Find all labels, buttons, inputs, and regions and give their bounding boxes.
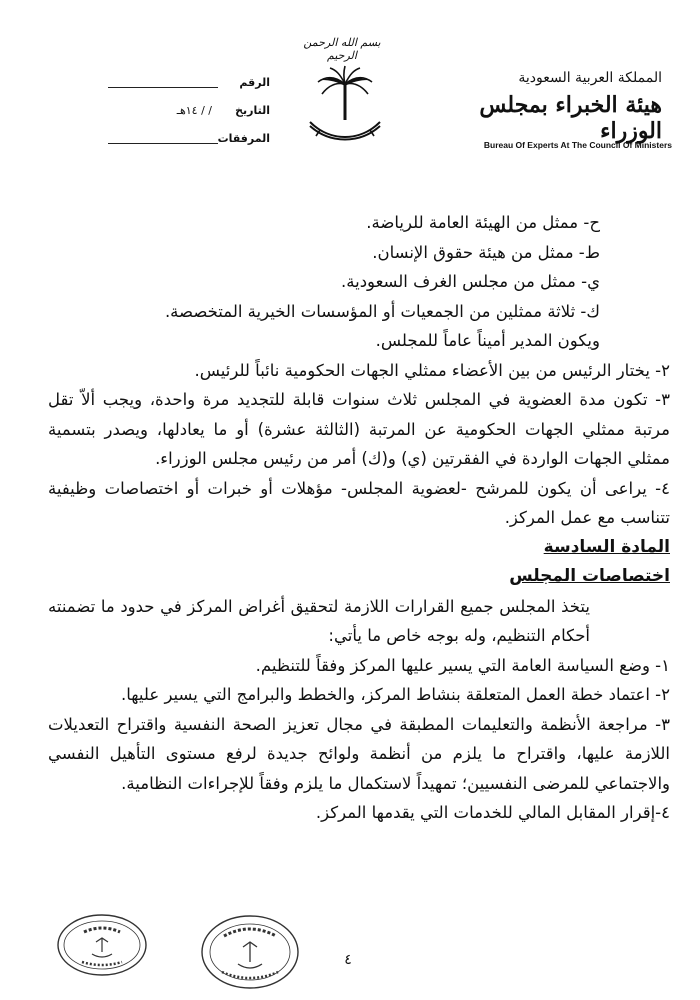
article-title: المادة السادسة bbox=[543, 536, 670, 557]
ref-date-value: / / ١٤هـ bbox=[176, 104, 212, 117]
org-name-ar: المملكة العربية السعودية bbox=[518, 70, 662, 86]
page-number: ٤ bbox=[344, 952, 352, 968]
ref-number-line bbox=[108, 78, 218, 88]
duty-item: ٣- مراجعة الأنظمة والتعليمات المطبقة في مجال تعزيز الصحة النفسية واقتراح التعديلات اللازمة عليها، واقتراح ما يلزم من أنظمة ولوائح جديدة لرفع مستوى التأهيل النفسي والاجتماعي للمرضى النفسيين؛ تمهيداً لاستكمال ما يلزم وفقاً للإجراءات النظامية. bbox=[48, 714, 670, 793]
ref-attachments-field bbox=[100, 132, 270, 145]
list-item: ك- ثلاثة ممثلين من الجمعيات أو المؤسسات الخيرية المتخصصة. bbox=[164, 301, 600, 321]
duty-item: ١- وضع السياسة العامة التي يسير عليها المركز وفقاً للتنظيم. bbox=[255, 655, 670, 675]
list-item: ي- ممثل من مجلس الغرف السعودية. bbox=[341, 272, 600, 291]
document-body bbox=[48, 208, 670, 828]
clause-3: ٣- تكون مدة العضوية في المجلس ثلاث سنوات قابلة للتجديد مرة واحدة، ويجب ألاّ تقل مرتبة ممثلي الجهات الحكومية عن المرتبة (الثالثة عشرة) أو ما يعادلها، ويصدر بتسمية ممثلي الجهات الواردة في الفقرتين (ي) و(ك) أمر من رئيس مجلس الوزراء. bbox=[48, 390, 670, 468]
list-item: ح- ممثل من الهيئة العامة للرياضة. bbox=[366, 213, 600, 232]
ref-attachments-label: المرفقات bbox=[217, 132, 270, 145]
ref-number-label: الرقم bbox=[239, 76, 270, 89]
list-item: ط- ممثل من هيئة حقوق الإنسان. bbox=[372, 242, 600, 262]
clause-4: ٤- يراعى أن يكون للمرشح -لعضوية المجلس- مؤهلات أو خبرات أو اختصاصات وظيفية تتناسب مع عمل المركز. bbox=[48, 478, 670, 527]
org-name-en: Bureau Of Experts At The Council Of Ministers bbox=[483, 140, 672, 150]
ref-attachments-line bbox=[108, 134, 218, 144]
ref-number-field bbox=[100, 76, 270, 89]
seal-right-stamp bbox=[198, 912, 302, 992]
article-subtitle: اختصاصات المجلس bbox=[509, 566, 670, 586]
palm-and-swords-emblem-icon bbox=[300, 62, 390, 146]
ref-date-field bbox=[100, 104, 270, 117]
ref-date-label: التاريخ bbox=[235, 104, 270, 117]
duty-item: ٢- اعتماد خطة العمل المتعلقة بنشاط المركز، والخطط والبرامج التي يسير عليها. bbox=[121, 685, 670, 704]
org-bureau-ar: هيئة الخبراء بمجلس الوزراء bbox=[479, 92, 662, 144]
article-intro: يتخذ المجلس جميع القرارات اللازمة لتحقيق أغراض المركز في حدود ما تضمنته أحكام التنظيم، وله بوجه خاص ما يأتي: bbox=[48, 596, 590, 645]
seal-left-stamp bbox=[54, 912, 150, 978]
secretary-line: ويكون المدير أميناً عاماً للمجلس. bbox=[375, 331, 600, 350]
duty-item: ٤-إقرار المقابل المالي للخدمات التي يقدمها المركز. bbox=[315, 803, 670, 822]
basmala: بسم الله الرحمن الرحيم bbox=[303, 36, 381, 62]
clause-2: ٢- يختار الرئيس من بين الأعضاء ممثلي الجهات الحكومية نائباً للرئيس. bbox=[194, 360, 670, 380]
